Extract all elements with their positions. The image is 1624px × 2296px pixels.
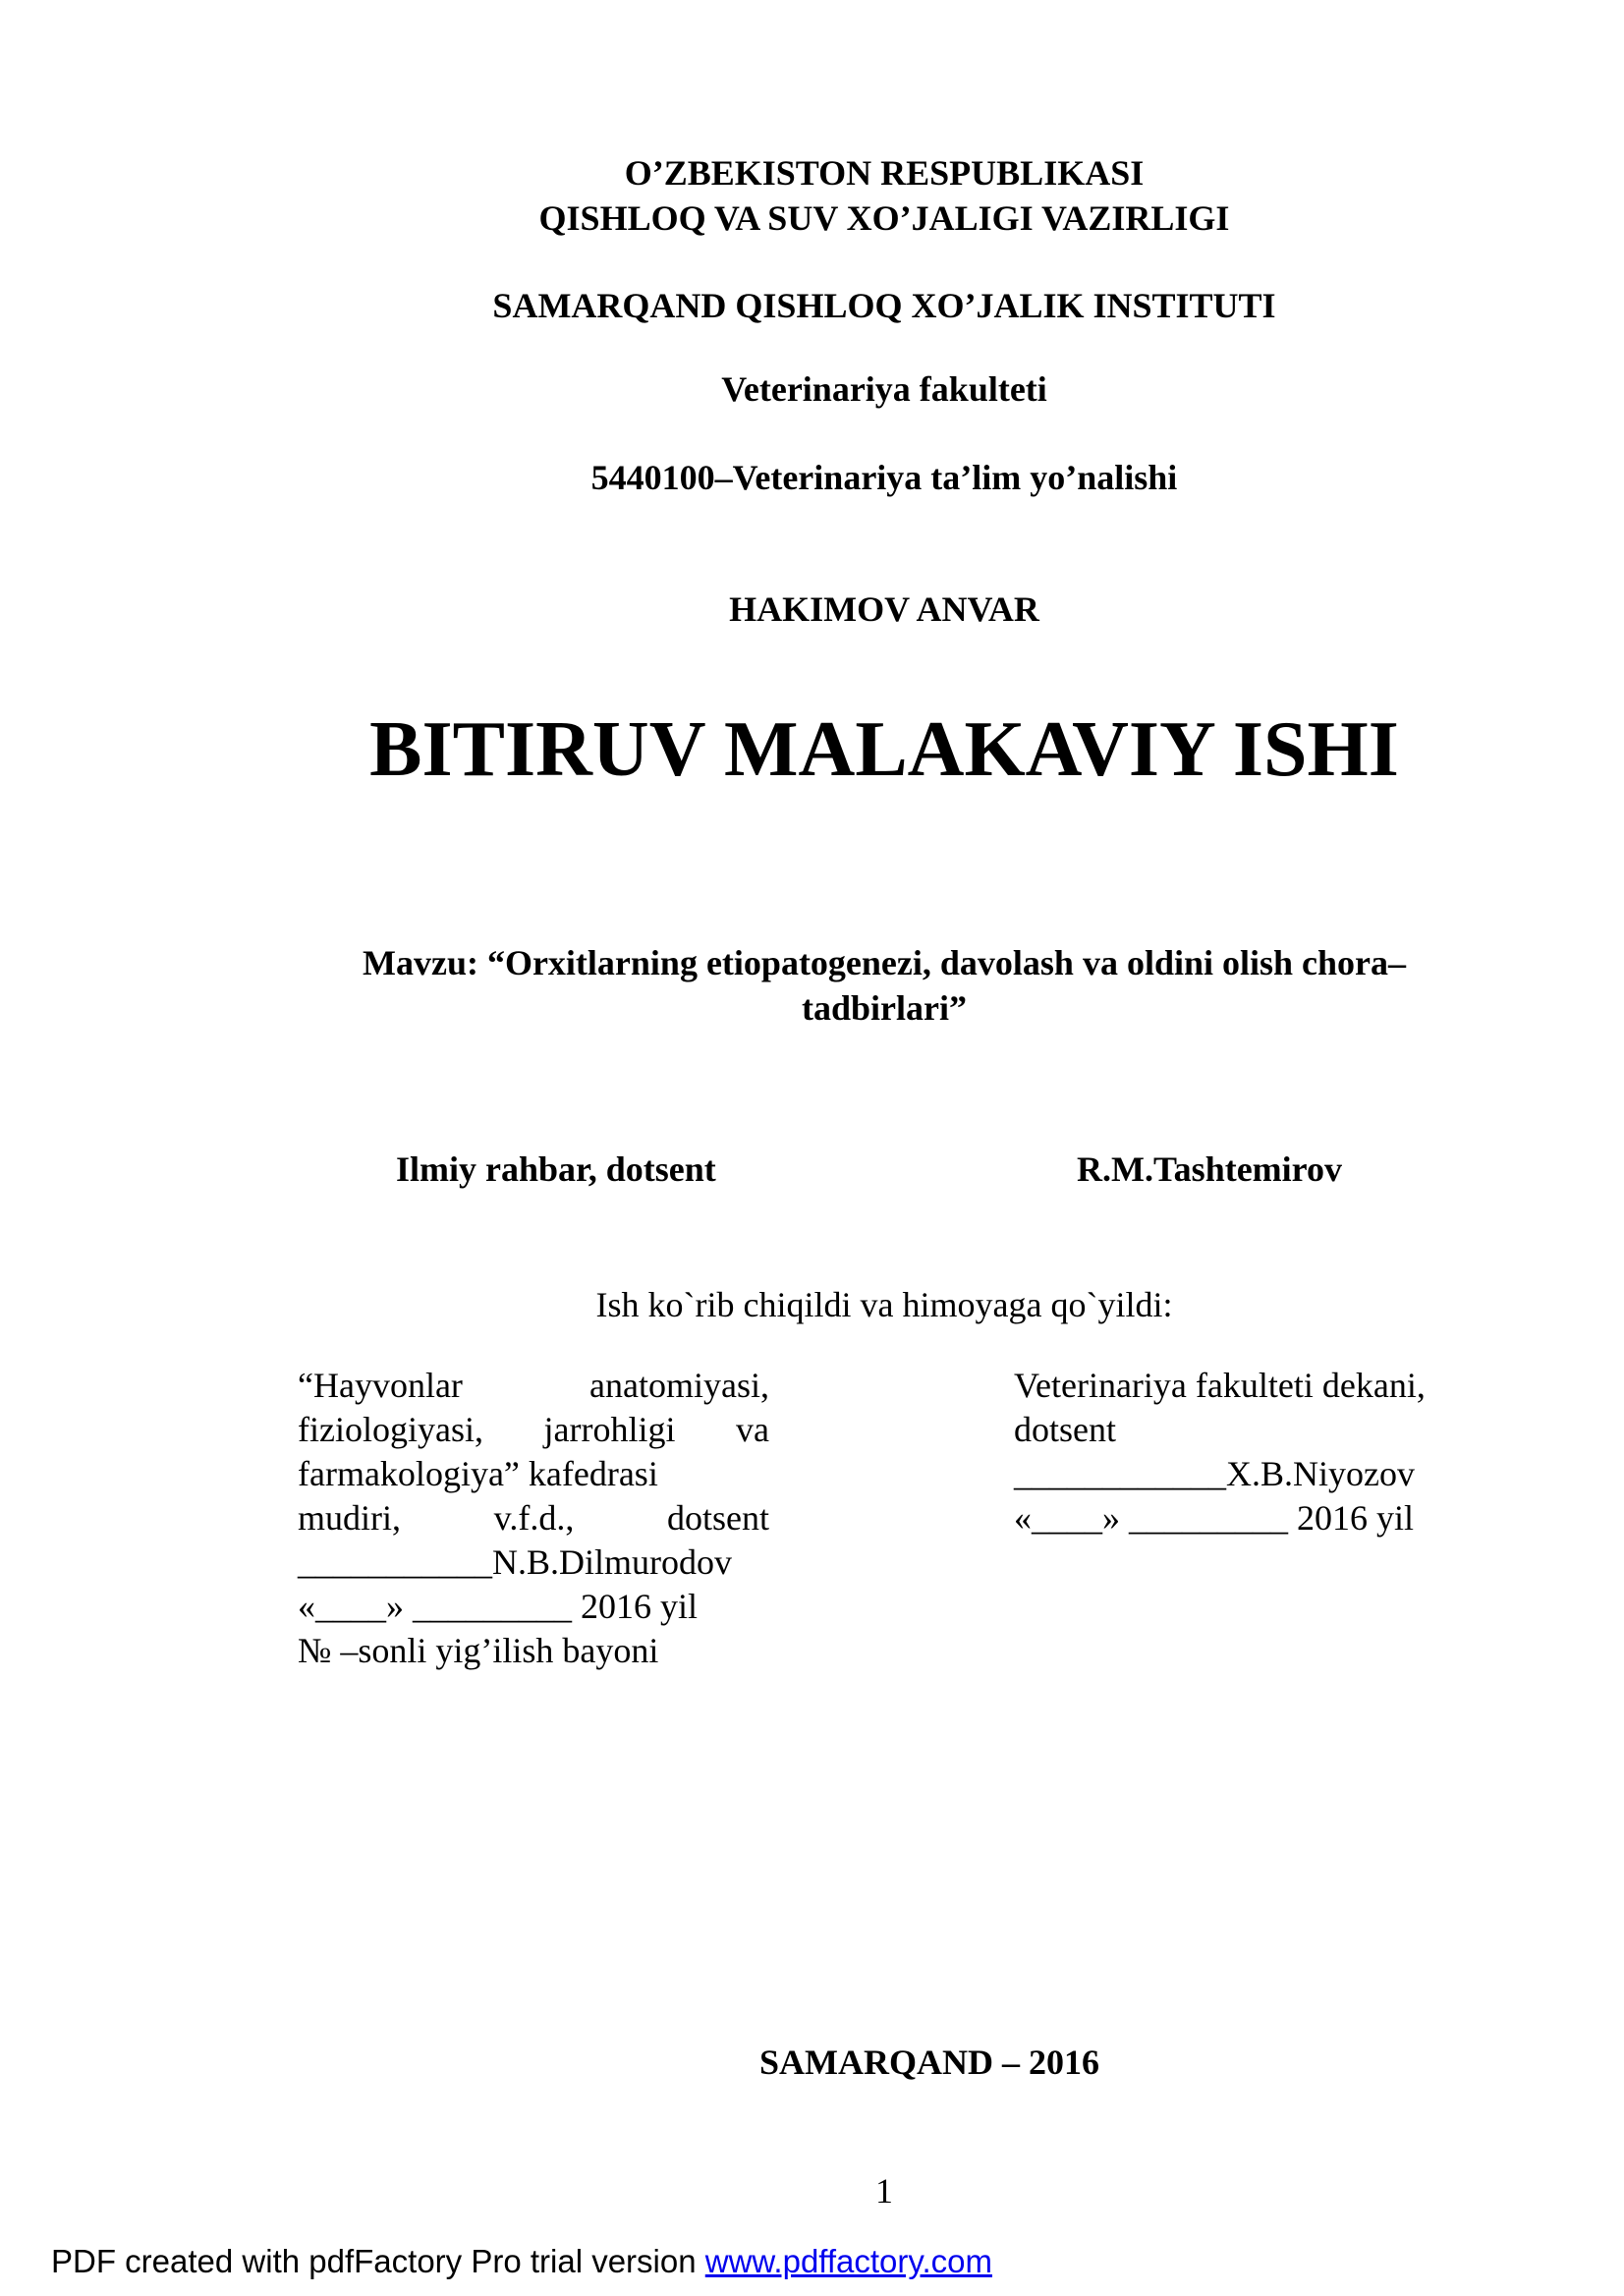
left-line-4-word-1: mudiri, <box>298 1498 401 1538</box>
dean-approval-block <box>1014 1364 1426 1540</box>
left-line-2-word-3: va <box>736 1410 770 1449</box>
header-faculty: Veterinariya fakulteti <box>721 369 1047 409</box>
left-signature-line: ___________N.B.Dilmurodov <box>298 1542 733 1582</box>
meeting-protocol-line: № –sonli yig’ilish bayoni <box>298 1631 659 1670</box>
right-line-1: Veterinariya fakulteti dekani, <box>1014 1366 1426 1405</box>
left-date-line: «____» _________ 2016 yil <box>298 1587 699 1626</box>
right-date-line: «____» _________ 2016 yil <box>1014 1498 1415 1538</box>
page-number: 1 <box>875 2171 893 2211</box>
left-line-1-word-2: anatomiyasi, <box>589 1366 769 1405</box>
topic-line-1: Mavzu: “Orxitlarning etiopatogenezi, davolash va oldini olish chora– <box>362 943 1407 982</box>
supervisor-name: R.M.Tashtemirov <box>1077 1149 1342 1189</box>
header-institute: SAMARQAND QISHLOQ XO’JALIK INSTITUTI <box>492 286 1276 325</box>
supervisor-label: Ilmiy rahbar, dotsent <box>396 1149 716 1189</box>
pdf-footer <box>51 2242 992 2281</box>
right-signature-line: ____________X.B.Niyozov <box>1014 1454 1415 1493</box>
pdf-footer-text: PDF created with pdfFactory Pro trial version <box>51 2243 705 2279</box>
left-line-1 <box>298 1364 769 1408</box>
header-direction: 5440100–Veterinariya ta’lim yo’nalishi <box>590 458 1178 497</box>
left-line-3: farmakologiya” kafedrasi <box>298 1454 658 1493</box>
header-country: O’ZBEKISTON RESPUBLIKASI <box>624 153 1145 193</box>
left-line-2-word-1: fiziologiyasi, <box>298 1410 483 1449</box>
left-line-1-word-1: “Hayvonlar <box>298 1366 463 1405</box>
pdf-footer-link[interactable]: www.pdffactory.com <box>704 2243 992 2279</box>
topic-line-2: tadbirlari” <box>802 988 967 1028</box>
right-line-2: dotsent <box>1014 1410 1116 1449</box>
left-line-4-word-3: dotsent <box>667 1498 769 1538</box>
city-year: SAMARQAND – 2016 <box>759 2043 1099 2082</box>
left-line-2 <box>298 1408 769 1452</box>
review-note: Ish ko`rib chiqildi va himoyaga qo`yildi: <box>595 1285 1173 1324</box>
left-line-4 <box>298 1496 769 1540</box>
author-name: HAKIMOV ANVAR <box>729 589 1039 629</box>
header-ministry: QISHLOQ VA SUV XO’JALIGI VAZIRLIGI <box>538 198 1230 238</box>
document-title: BITIRUV MALAKAVIY ISHI <box>369 706 1399 793</box>
department-approval-block <box>298 1364 769 1673</box>
left-line-4-word-2: v.f.d., <box>493 1498 575 1538</box>
left-line-2-word-2: jarrohligi <box>543 1410 676 1449</box>
